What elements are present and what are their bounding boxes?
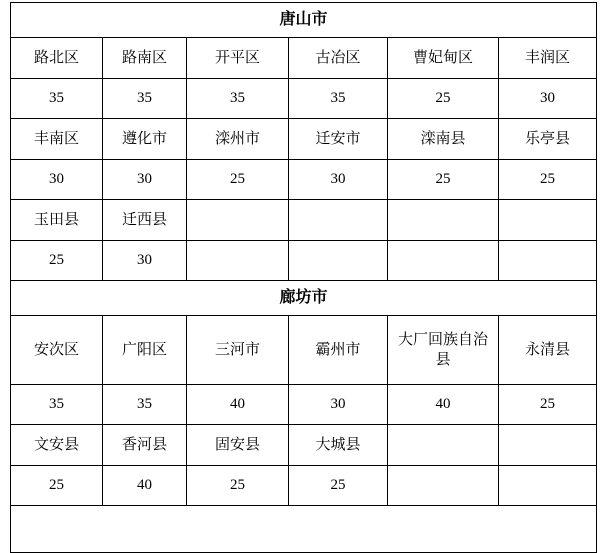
quota-values-row [11, 241, 597, 281]
district-name-cell: 开平区 [187, 38, 289, 79]
district-name-cell: 丰南区 [11, 119, 103, 160]
district-name-cell [388, 425, 499, 466]
quota-value-cell: 25 [289, 466, 388, 506]
district-name-cell: 乐亭县 [499, 119, 597, 160]
quota-value-cell: 35 [103, 79, 187, 119]
district-name-cell: 广阳区 [103, 316, 187, 385]
district-name-cell: 大厂回族自治县 [388, 316, 499, 385]
district-name-cell: 曹妃甸区 [388, 38, 499, 79]
truncated-bottom-row [11, 506, 597, 553]
city-header-row [11, 281, 597, 316]
district-name-cell: 滦南县 [388, 119, 499, 160]
district-name-cell: 迁西县 [103, 200, 187, 241]
district-name-cell: 三河市 [187, 316, 289, 385]
quota-value-cell: 25 [499, 385, 597, 425]
quota-values-row [11, 385, 597, 425]
quota-value-cell: 35 [11, 385, 103, 425]
quota-value-cell: 35 [11, 79, 103, 119]
district-name-cell [499, 425, 597, 466]
district-name-cell: 香河县 [103, 425, 187, 466]
quota-value-cell: 25 [187, 466, 289, 506]
district-name-cell: 永清县 [499, 316, 597, 385]
district-name-cell [499, 200, 597, 241]
district-name-cell: 迁安市 [289, 119, 388, 160]
quota-values-row [11, 79, 597, 119]
district-name-cell: 大城县 [289, 425, 388, 466]
district-name-cell: 丰润区 [499, 38, 597, 79]
quota-value-cell: 30 [289, 385, 388, 425]
city-header-cell: 廊坊市 [11, 281, 597, 316]
district-name-cell: 玉田县 [11, 200, 103, 241]
district-name-cell: 路北区 [11, 38, 103, 79]
district-name-cell: 路南区 [103, 38, 187, 79]
quota-value-cell: 25 [388, 79, 499, 119]
quota-value-cell: 35 [289, 79, 388, 119]
quota-value-cell [388, 466, 499, 506]
quota-value-cell: 25 [499, 160, 597, 200]
district-names-row [11, 38, 597, 79]
quota-values-row [11, 466, 597, 506]
district-name-cell: 文安县 [11, 425, 103, 466]
quota-value-cell [289, 241, 388, 281]
quota-value-cell [187, 241, 289, 281]
district-name-cell: 固安县 [187, 425, 289, 466]
district-name-cell: 安次区 [11, 316, 103, 385]
district-names-row [11, 316, 597, 385]
quota-value-cell [388, 241, 499, 281]
district-name-cell: 古冶区 [289, 38, 388, 79]
truncated-row-cell [11, 506, 597, 553]
quota-value-cell: 30 [499, 79, 597, 119]
quota-value-cell: 40 [103, 466, 187, 506]
quota-value-cell: 25 [11, 466, 103, 506]
region-quota-table [10, 2, 597, 553]
district-name-cell: 遵化市 [103, 119, 187, 160]
district-name-cell [187, 200, 289, 241]
quota-value-cell: 25 [388, 160, 499, 200]
city-header-cell: 唐山市 [11, 3, 597, 38]
quota-value-cell: 35 [187, 79, 289, 119]
district-name-cell [289, 200, 388, 241]
district-name-cell: 霸州市 [289, 316, 388, 385]
quota-value-cell: 30 [289, 160, 388, 200]
city-header-row [11, 3, 597, 38]
quota-value-cell: 25 [11, 241, 103, 281]
quota-value-cell: 30 [103, 160, 187, 200]
quota-values-row [11, 160, 597, 200]
quota-value-cell: 35 [103, 385, 187, 425]
quota-value-cell: 40 [388, 385, 499, 425]
quota-value-cell: 40 [187, 385, 289, 425]
district-name-cell: 滦州市 [187, 119, 289, 160]
district-names-row [11, 425, 597, 466]
district-names-row [11, 119, 597, 160]
quota-value-cell [499, 241, 597, 281]
district-name-cell [388, 200, 499, 241]
quota-value-cell [499, 466, 597, 506]
district-names-row [11, 200, 597, 241]
quota-value-cell: 30 [11, 160, 103, 200]
quota-value-cell: 30 [103, 241, 187, 281]
quota-value-cell: 25 [187, 160, 289, 200]
